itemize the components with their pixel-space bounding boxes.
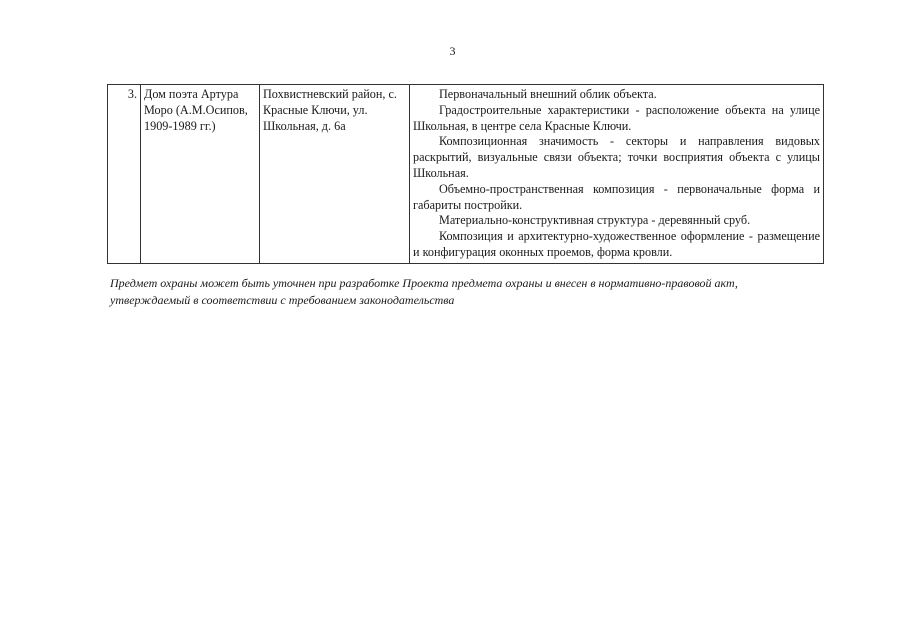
table-row — [108, 85, 824, 264]
protection-item: Первоначальный внешний облик объекта. — [439, 87, 657, 101]
object-address: Похвистневский район, с. Красные Ключи, ул. Школьная, д. 6а — [260, 85, 410, 264]
protection-item: Композиционная значимость - секторы и направления видовых раскрытий, визуальные связи объекта; точки восприятия объекта с улицы Школьная. — [413, 134, 820, 180]
footnote: Предмет охраны может быть уточнен при разработке Проекта предмета охраны и внесен в нормативно-правовой акт, утверждаемый в соответствии с требованием законодательства — [110, 276, 738, 307]
protection-subject — [410, 85, 824, 264]
heritage-object-table — [107, 84, 824, 264]
protection-item: Объемно-пространственная композиция - первоначальные форма и габариты постройки. — [413, 181, 820, 212]
protection-item: Композиция и архитектурно-художественное оформление - размещение и конфигурация оконных проемов, форма кровли. — [413, 229, 820, 259]
row-number: 3. — [108, 85, 141, 264]
page-number: 3 — [449, 44, 456, 58]
protection-item: Материально-конструктивная структура - деревянный сруб. — [439, 213, 751, 228]
protection-item: Градостроительные характеристики - расположение объекта на улице Школьная, в центре села Красные Ключи. — [413, 102, 820, 133]
object-name: Дом поэта Артура Моро (А.М.Осипов, 1909-1989 гг.) — [141, 85, 260, 264]
